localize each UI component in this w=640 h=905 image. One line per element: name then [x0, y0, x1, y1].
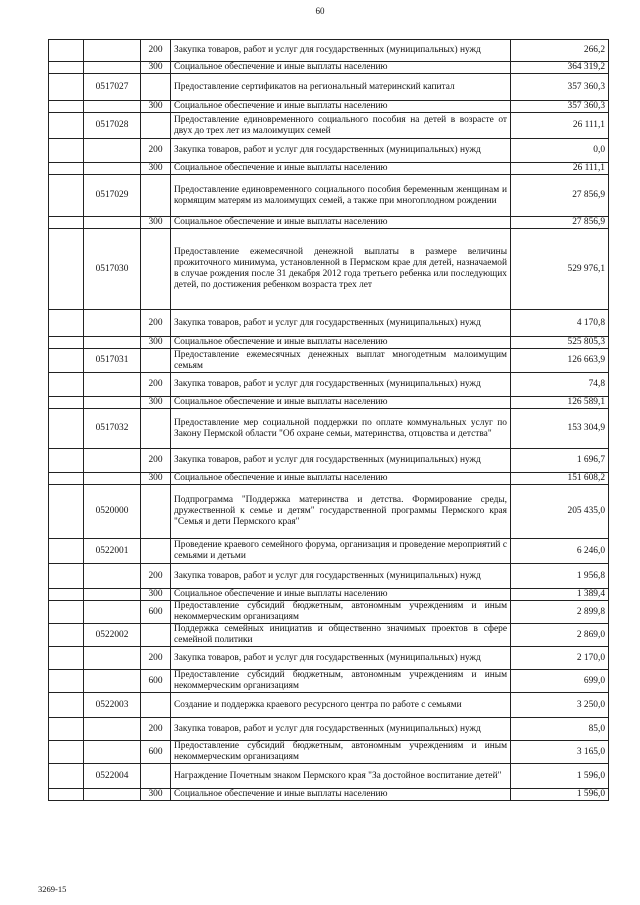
- table-row: [49, 485, 609, 539]
- target-code: [84, 473, 141, 485]
- target-code: 0517027: [84, 74, 141, 101]
- table-row: [49, 564, 609, 589]
- expense-type: [141, 764, 171, 789]
- item-name: Социальное обеспечение и иные выплаты населению: [171, 101, 511, 113]
- expense-type: [141, 693, 171, 718]
- item-name: Социальное обеспечение и иные выплаты населению: [171, 789, 511, 801]
- target-code: 0522001: [84, 539, 141, 564]
- empty-cell: [49, 113, 84, 139]
- item-name: Подпрограмма "Поддержка материнства и детства. Формирование среды, дружественной к семье и детям" государственной программы Пермского края "Семья и дети Пермского края": [171, 485, 511, 539]
- expense-type: 600: [141, 741, 171, 764]
- expense-type: [141, 349, 171, 373]
- target-code: [84, 741, 141, 764]
- empty-cell: [49, 229, 84, 310]
- expense-type: 300: [141, 101, 171, 113]
- table-row: [49, 337, 609, 349]
- amount: 205 435,0: [511, 485, 609, 539]
- expense-type: [141, 409, 171, 449]
- item-name: Закупка товаров, работ и услуг для государственных (муниципальных) нужд: [171, 564, 511, 589]
- table-row: [49, 229, 609, 310]
- expense-type: 200: [141, 310, 171, 337]
- amount: 364 319,2: [511, 62, 609, 74]
- item-name: Предоставление единовременного социального пособия на детей в возрасте от двух до трех лет из малоимущих семей: [171, 113, 511, 139]
- table-row: [49, 409, 609, 449]
- item-name: Закупка товаров, работ и услуг для государственных (муниципальных) нужд: [171, 373, 511, 397]
- item-name: Социальное обеспечение и иные выплаты населению: [171, 473, 511, 485]
- target-code: 0517029: [84, 175, 141, 217]
- expense-type: 300: [141, 589, 171, 601]
- table-row: [49, 113, 609, 139]
- expense-type: 600: [141, 601, 171, 624]
- item-name: Поддержка семейных инициатив и общественно значимых проектов в сфере семейной политики: [171, 624, 511, 647]
- table-row: [49, 163, 609, 175]
- item-name: Создание и поддержка краевого ресурсного центра по работе с семьями: [171, 693, 511, 718]
- item-name: Проведение краевого семейного форума, организация и проведение мероприятий с семьями и детьми: [171, 539, 511, 564]
- target-code: 0522004: [84, 764, 141, 789]
- empty-cell: [49, 718, 84, 741]
- table-row: [49, 74, 609, 101]
- item-name: Социальное обеспечение и иные выплаты населению: [171, 397, 511, 409]
- item-name: Предоставление сертификатов на региональный материнский капитал: [171, 74, 511, 101]
- target-code: [84, 337, 141, 349]
- empty-cell: [49, 163, 84, 175]
- amount: 85,0: [511, 718, 609, 741]
- table-row: [49, 217, 609, 229]
- empty-cell: [49, 310, 84, 337]
- target-code: [84, 601, 141, 624]
- empty-cell: [49, 139, 84, 163]
- expense-type: 300: [141, 163, 171, 175]
- target-code: 0517028: [84, 113, 141, 139]
- expense-type: [141, 624, 171, 647]
- empty-cell: [49, 449, 84, 473]
- item-name: Социальное обеспечение и иные выплаты населению: [171, 337, 511, 349]
- table-row: [49, 670, 609, 693]
- item-name: Предоставление субсидий бюджетным, автономным учреждениям и иным некоммерческим организациям: [171, 601, 511, 624]
- item-name: Закупка товаров, работ и услуг для государственных (муниципальных) нужд: [171, 310, 511, 337]
- item-name: Закупка товаров, работ и услуг для государственных (муниципальных) нужд: [171, 449, 511, 473]
- empty-cell: [49, 789, 84, 801]
- item-name: Социальное обеспечение и иные выплаты населению: [171, 589, 511, 601]
- item-name: Закупка товаров, работ и услуг для государственных (муниципальных) нужд: [171, 40, 511, 62]
- table-row: [49, 718, 609, 741]
- empty-cell: [49, 539, 84, 564]
- item-name: Закупка товаров, работ и услуг для государственных (муниципальных) нужд: [171, 647, 511, 670]
- expense-type: [141, 485, 171, 539]
- item-name: Награждение Почетным знаком Пермского края "За достойное воспитание детей": [171, 764, 511, 789]
- target-code: 0517031: [84, 349, 141, 373]
- expense-type: 300: [141, 397, 171, 409]
- expense-type: 300: [141, 337, 171, 349]
- target-code: [84, 670, 141, 693]
- amount: 1 596,0: [511, 764, 609, 789]
- table-row: [49, 139, 609, 163]
- item-name: Социальное обеспечение и иные выплаты населению: [171, 62, 511, 74]
- empty-cell: [49, 589, 84, 601]
- amount: 3 165,0: [511, 741, 609, 764]
- amount: 126 589,1: [511, 397, 609, 409]
- target-code: [84, 589, 141, 601]
- table-row: [49, 624, 609, 647]
- target-code: 0522003: [84, 693, 141, 718]
- expense-type: 200: [141, 373, 171, 397]
- amount: 27 856,9: [511, 217, 609, 229]
- table-row: [49, 789, 609, 801]
- amount: 151 608,2: [511, 473, 609, 485]
- target-code: 0517032: [84, 409, 141, 449]
- empty-cell: [49, 670, 84, 693]
- amount: 2 170,0: [511, 647, 609, 670]
- amount: 357 360,3: [511, 74, 609, 101]
- amount: 3 250,0: [511, 693, 609, 718]
- expense-type: [141, 113, 171, 139]
- target-code: [84, 397, 141, 409]
- empty-cell: [49, 601, 84, 624]
- empty-cell: [49, 101, 84, 113]
- table-row: [49, 647, 609, 670]
- empty-cell: [49, 473, 84, 485]
- table-row: [49, 449, 609, 473]
- table-row: [49, 601, 609, 624]
- amount: 357 360,3: [511, 101, 609, 113]
- expense-type: [141, 539, 171, 564]
- amount: 1 596,0: [511, 789, 609, 801]
- amount: 126 663,9: [511, 349, 609, 373]
- empty-cell: [49, 40, 84, 62]
- amount: 2 869,0: [511, 624, 609, 647]
- empty-cell: [49, 217, 84, 229]
- empty-cell: [49, 175, 84, 217]
- expense-type: 300: [141, 217, 171, 229]
- page-number: 60: [315, 6, 325, 16]
- target-code: [84, 40, 141, 62]
- item-name: Закупка товаров, работ и услуг для государственных (муниципальных) нужд: [171, 139, 511, 163]
- expense-type: 300: [141, 62, 171, 74]
- amount: 2 899,8: [511, 601, 609, 624]
- expense-type: [141, 175, 171, 217]
- expense-type: 600: [141, 670, 171, 693]
- item-name: Закупка товаров, работ и услуг для государственных (муниципальных) нужд: [171, 718, 511, 741]
- amount: 74,8: [511, 373, 609, 397]
- item-name: Социальное обеспечение и иные выплаты населению: [171, 217, 511, 229]
- target-code: [84, 564, 141, 589]
- table-row: [49, 764, 609, 789]
- item-name: Предоставление ежемесячной денежной выплаты в размере величины прожиточного минимума, установленной в Пермском крае для детей, назначаемой в случае рождения после 31 декабря 2012 года третьего ребенка или последующих детей, по достижения ребенком возраста трех лет: [171, 229, 511, 310]
- target-code: 0520000: [84, 485, 141, 539]
- target-code: 0517030: [84, 229, 141, 310]
- expense-type: 200: [141, 564, 171, 589]
- empty-cell: [49, 349, 84, 373]
- empty-cell: [49, 693, 84, 718]
- amount: 525 805,3: [511, 337, 609, 349]
- amount: 6 246,0: [511, 539, 609, 564]
- empty-cell: [49, 564, 84, 589]
- table-row: [49, 693, 609, 718]
- target-code: [84, 373, 141, 397]
- empty-cell: [49, 373, 84, 397]
- target-code: [84, 62, 141, 74]
- amount: 1 696,7: [511, 449, 609, 473]
- amount: 0,0: [511, 139, 609, 163]
- expense-type: 200: [141, 647, 171, 670]
- table-row: [49, 62, 609, 74]
- target-code: [84, 163, 141, 175]
- empty-cell: [49, 397, 84, 409]
- amount: 1 956,8: [511, 564, 609, 589]
- item-name: Предоставление единовременного социального пособия беременным женщинам и кормящим матерям из малоимущих семей, а также при многоплодном рождении: [171, 175, 511, 217]
- empty-cell: [49, 764, 84, 789]
- item-name: Социальное обеспечение и иные выплаты населению: [171, 163, 511, 175]
- empty-cell: [49, 62, 84, 74]
- table-row: [49, 175, 609, 217]
- item-name: Предоставление ежемесячных денежных выплат многодетным малоимущим семьям: [171, 349, 511, 373]
- expense-type: [141, 74, 171, 101]
- table-row: [49, 101, 609, 113]
- expense-type: 200: [141, 449, 171, 473]
- target-code: [84, 101, 141, 113]
- amount: 699,0: [511, 670, 609, 693]
- table-row: [49, 473, 609, 485]
- empty-cell: [49, 624, 84, 647]
- item-name: Предоставление мер социальной поддержки по оплате коммунальных услуг по Закону Пермской области "Об охране семьи, материнства, отцовства и детства": [171, 409, 511, 449]
- empty-cell: [49, 74, 84, 101]
- item-name: Предоставление субсидий бюджетным, автономным учреждениям и иным некоммерческим организациям: [171, 670, 511, 693]
- amount: 529 976,1: [511, 229, 609, 310]
- expense-type: 200: [141, 718, 171, 741]
- table-row: [49, 40, 609, 62]
- expense-type: [141, 229, 171, 310]
- empty-cell: [49, 409, 84, 449]
- empty-cell: [49, 337, 84, 349]
- amount: 4 170,8: [511, 310, 609, 337]
- amount: 26 111,1: [511, 113, 609, 139]
- empty-cell: [49, 647, 84, 670]
- amount: 26 111,1: [511, 163, 609, 175]
- table-row: [49, 741, 609, 764]
- expense-type: 300: [141, 789, 171, 801]
- table-row: [49, 539, 609, 564]
- table-row: [49, 589, 609, 601]
- footer-code: 3269-15: [38, 884, 67, 894]
- target-code: 0522002: [84, 624, 141, 647]
- expense-type: 200: [141, 40, 171, 62]
- table-row: [49, 349, 609, 373]
- table-row: [49, 373, 609, 397]
- table-row: [49, 397, 609, 409]
- target-code: [84, 217, 141, 229]
- target-code: [84, 310, 141, 337]
- expense-type: 300: [141, 473, 171, 485]
- expense-type: 200: [141, 139, 171, 163]
- amount: 1 389,4: [511, 589, 609, 601]
- budget-table: [48, 39, 609, 801]
- target-code: [84, 718, 141, 741]
- amount: 153 304,9: [511, 409, 609, 449]
- target-code: [84, 789, 141, 801]
- target-code: [84, 449, 141, 473]
- amount: 27 856,9: [511, 175, 609, 217]
- target-code: [84, 647, 141, 670]
- amount: 266,2: [511, 40, 609, 62]
- item-name: Предоставление субсидий бюджетным, автономным учреждениям и иным некоммерческим организациям: [171, 741, 511, 764]
- empty-cell: [49, 741, 84, 764]
- empty-cell: [49, 485, 84, 539]
- table-row: [49, 310, 609, 337]
- target-code: [84, 139, 141, 163]
